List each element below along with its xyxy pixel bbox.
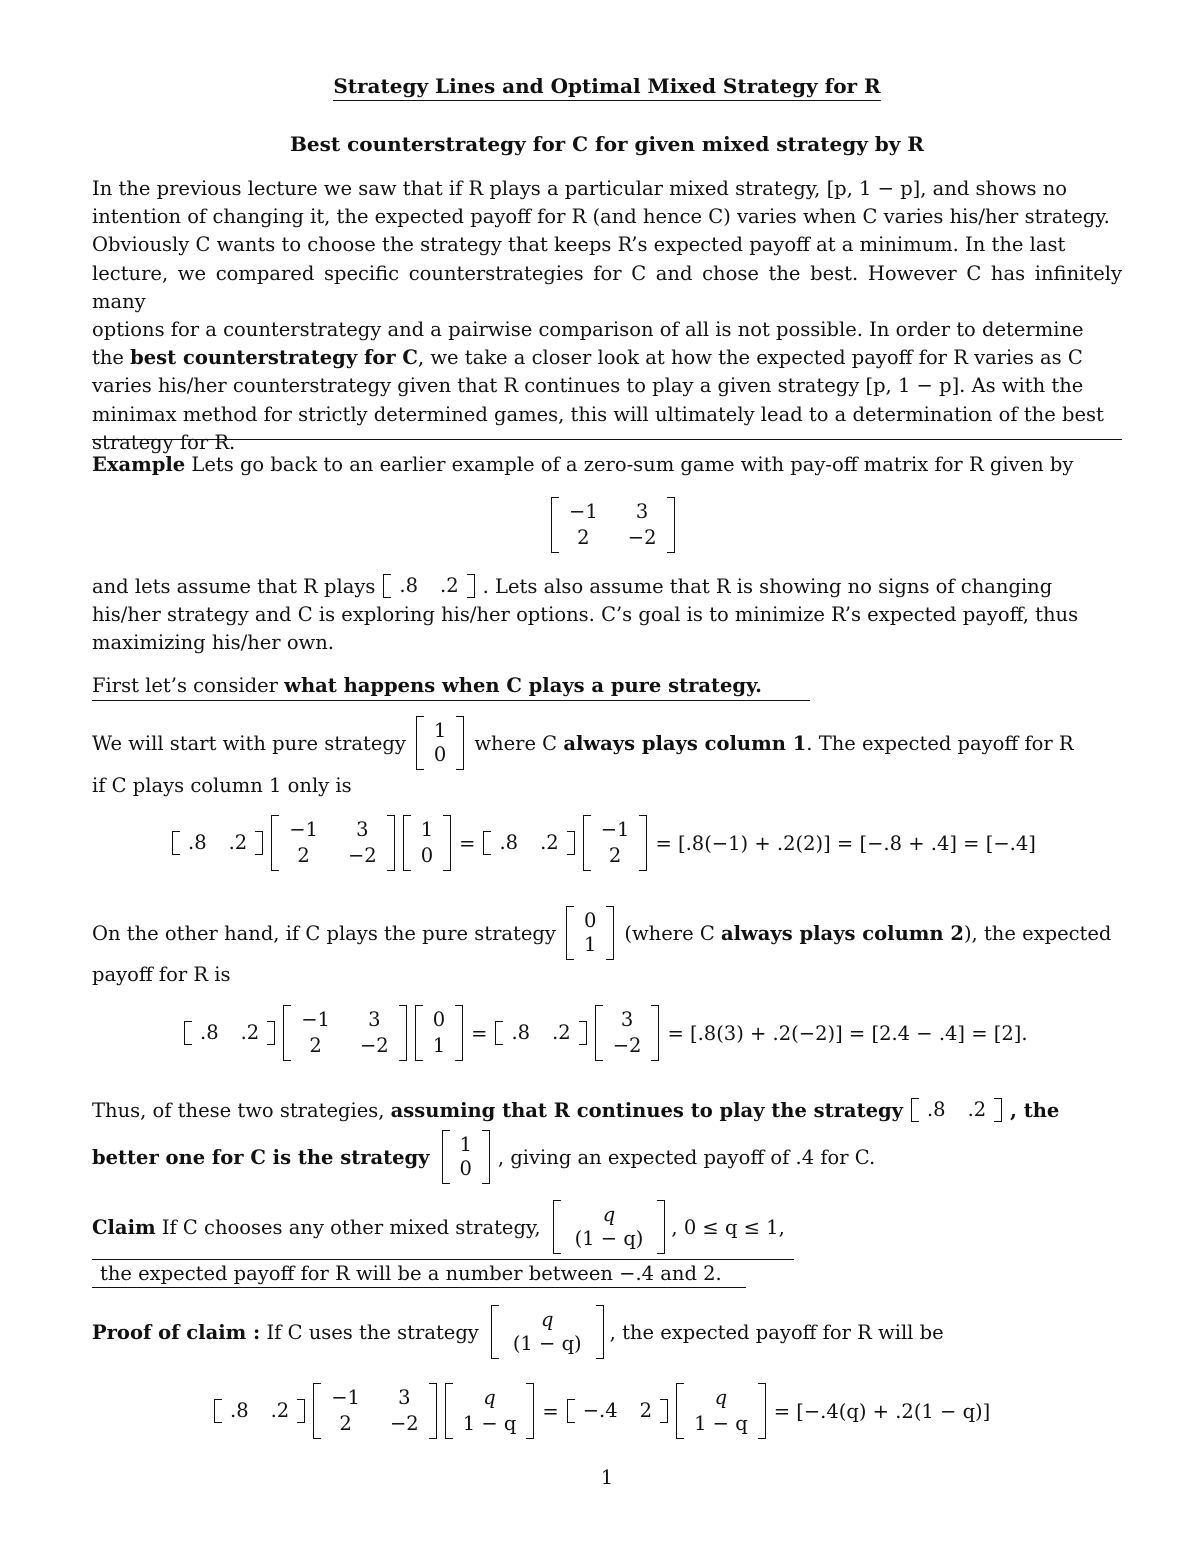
- proof-equation: .8 .2 −1 3 2 −2 q 1 − q = −.4 2 q 1 − q = [−.4(q) + .2(1 − q)]: [210, 1383, 994, 1439]
- equation-column-1: .8 .2 −1 3 2 −2 1 0 = .8 .2 −1 2 = [.8(−1) + .2(2)] = [−.8 + .4] = [−.4]: [168, 815, 1040, 871]
- claim-statement-underline: [92, 1287, 746, 1288]
- pure-strategy-heading: First let’s consider what happens when C plays a pure strategy.: [92, 674, 762, 697]
- intro-line: In the previous lecture we saw that if R plays a particular mixed strategy, [p, 1 − p], and shows no: [92, 177, 1068, 200]
- intro-line: minimax method for strictly determined games, this will ultimately lead to a determination of the best: [92, 402, 1104, 426]
- page-number: 1: [600, 1466, 614, 1489]
- pure-strategy-2-line2: payoff for R is: [92, 963, 231, 986]
- claim-statement: the expected payoff for R will be a number between −.4 and 2.: [100, 1262, 722, 1285]
- heading-underline: [92, 700, 810, 701]
- intro-line: varies his/her counterstrategy given that R continues to play a given strategy [p, 1 − p]. As with the: [92, 374, 1084, 398]
- conclusion-line-1: Thus, of these two strategies, assuming that R continues to play the strategy .8 .2 , the: [92, 1098, 1060, 1122]
- pure-strategy-1-line: We will start with pure strategy 1 0 where C always plays column 1 . The expected payoff for R: [92, 716, 1074, 770]
- payoff-matrix: −1 3 2 −2: [547, 497, 679, 553]
- conclusion-line-2: better one for C is the strategy 1 0 , giving an expected payoff of .4 for C.: [92, 1130, 875, 1184]
- section-subtitle: Best counterstrategy for C for given mixed strategy by R: [290, 132, 924, 156]
- proof-line: Proof of claim : If C uses the strategy q (1 − q) , the expected payoff for R will be: [92, 1305, 944, 1359]
- intro-line: strategy for R.: [92, 430, 236, 454]
- intro-line: Obviously C wants to choose the strategy that keeps R’s expected payoff at a minimum. In the last: [92, 233, 1066, 257]
- example-assumption: and lets assume that R plays .8 .2 . Lets also assume that R is showing no signs of changing: [92, 574, 1053, 598]
- example-line: Example Lets go back to an earlier example of a zero-sum game with pay-off matrix for R given by: [92, 453, 1074, 476]
- claim-line: Claim If C chooses any other mixed strategy, q (1 − q) , 0 ≤ q ≤ 1,: [92, 1200, 785, 1254]
- intro-line: intention of changing it, the expected payoff for R (and hence C) varies when C varies his/her strategy.: [92, 205, 1110, 229]
- intro-paragraph: [92, 175, 1122, 457]
- divider: [92, 439, 1122, 440]
- pure-strategy-1-line2: if C plays column 1 only is: [92, 774, 352, 797]
- intro-line: options for a counterstrategy and a pairwise comparison of all is not possible. In order to determine: [92, 318, 1084, 342]
- example-line: maximizing his/her own.: [92, 631, 335, 654]
- intro-line: lecture, we compared specific counterstrategies for C and chose the best. However C has infinitely many: [92, 261, 1122, 313]
- intro-line: the best counterstrategy for C, we take a closer look at how the expected payoff for R varies as C: [92, 346, 1083, 370]
- page-title: Strategy Lines and Optimal Mixed Strategy for R: [92, 74, 1122, 98]
- example-line: his/her strategy and C is exploring his/her options. C’s goal is to minimize R’s expected payoff, thus: [92, 603, 1079, 626]
- equation-column-2: .8 .2 −1 3 2 −2 0 1 = .8 .2 3 −2 = [.8(3) + .2(−2)] = [2.4 − .4] = [2].: [180, 1005, 1032, 1061]
- pure-strategy-2-line: On the other hand, if C plays the pure strategy 0 1 (where C always plays column 2 ), the expected: [92, 906, 1111, 960]
- claim-underline: [92, 1259, 794, 1260]
